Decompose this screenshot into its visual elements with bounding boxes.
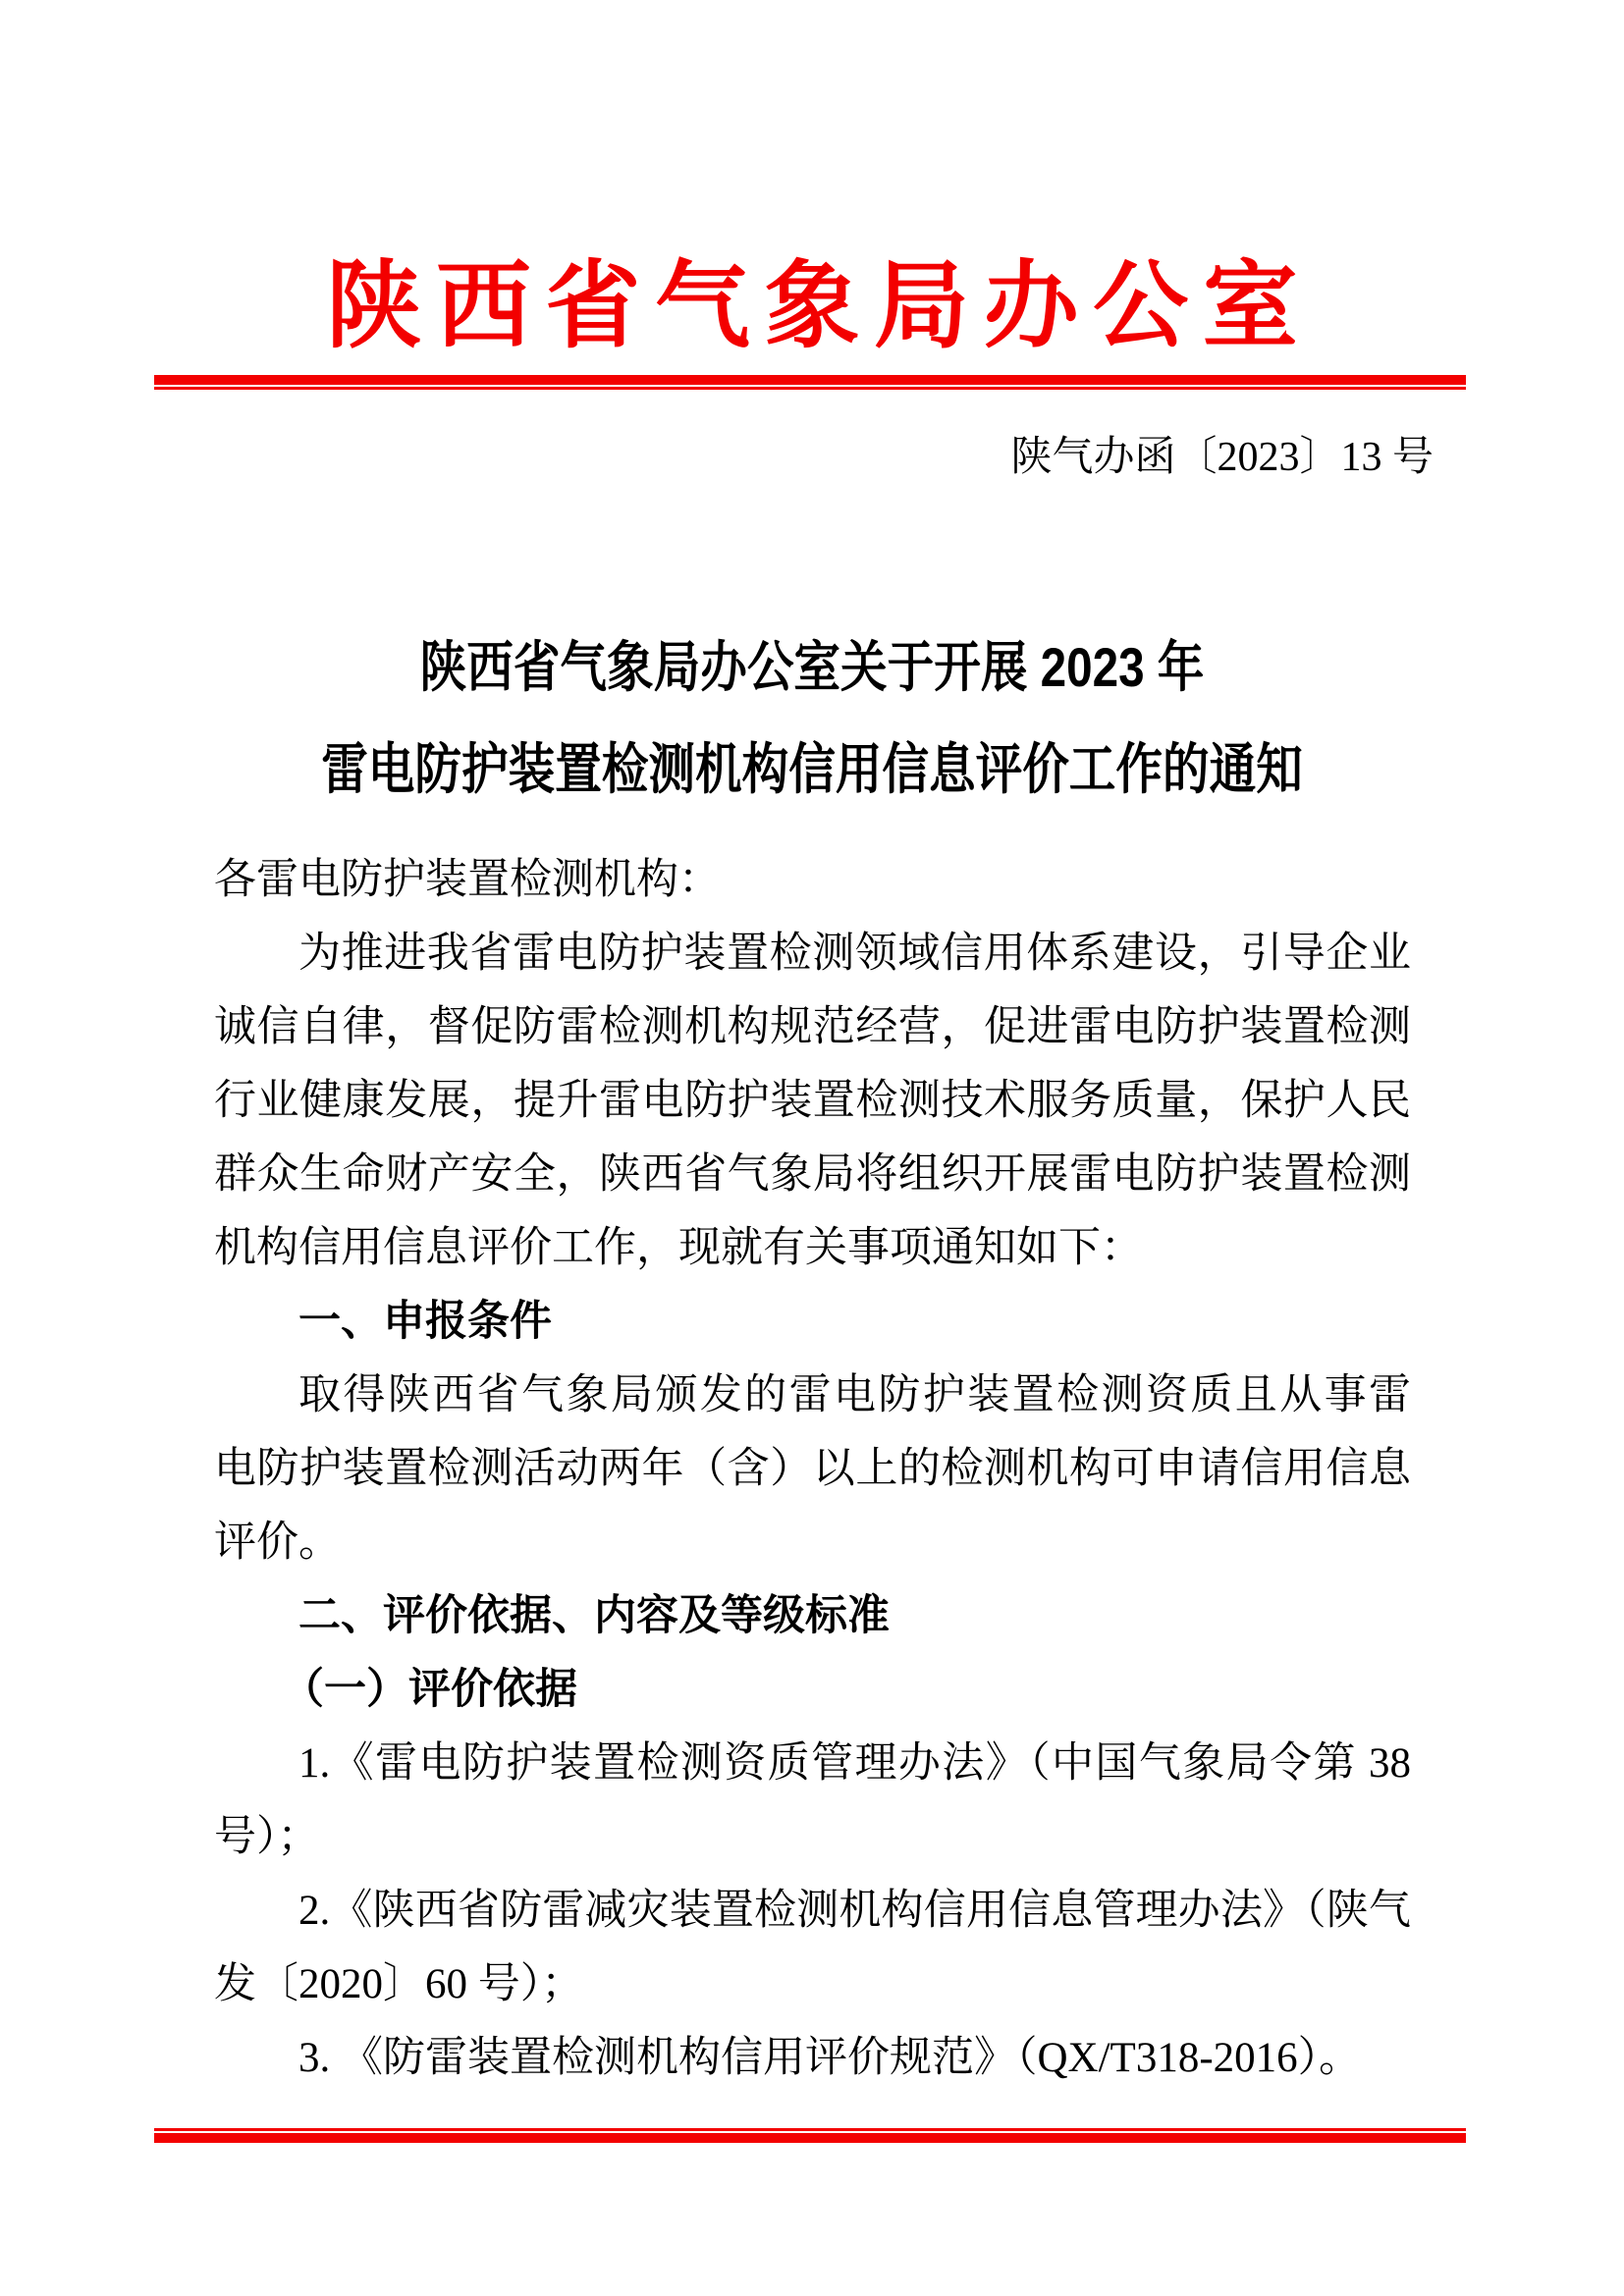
body-line-12: （一）评价依据 xyxy=(282,1667,577,1713)
body-line-8: 取得陕西省气象局颁发的雷电防护装置检测资质且从事雷 xyxy=(298,1372,1411,1418)
divider-thick-line xyxy=(154,375,1466,385)
letterhead-agency-title: 陕西省气象局办公室 xyxy=(326,254,1313,359)
body-line-11: 二、评价依据、内容及等级标准 xyxy=(298,1592,890,1639)
document-title-line1: 陕西省气象局办公室关于开展 2023 年 xyxy=(419,636,1205,698)
body-line-1: 各雷电防护装置检测机构： xyxy=(214,857,721,903)
document-body xyxy=(214,843,1411,2095)
letterhead-top-divider xyxy=(154,375,1466,390)
document-title-line2: 雷电防护装置检测机构信用信息评价工作的通知 xyxy=(321,738,1303,800)
body-line-4: 行业健康发展，提升雷电防护装置检测技术服务质量，保护人民 xyxy=(214,1078,1411,1124)
body-line-7: 一、申报条件 xyxy=(298,1298,552,1345)
body-line-17: 3. 《防雷装置检测机构信用评价规范》（QX/T318-2016）。 xyxy=(298,2035,1362,2081)
body-line-6: 机构信用信息评价工作，现就有关事项通知如下： xyxy=(214,1225,1143,1271)
body-line-2: 为推进我省雷电防护装置检测领域信用体系建设，引导企业 xyxy=(298,931,1411,977)
divider-thin-line xyxy=(154,387,1466,390)
body-line-15: 2.《陕西省防雷减灾装置检测机构信用信息管理办法》（陕气 xyxy=(298,1888,1411,1934)
body-line-10: 评价。 xyxy=(214,1520,341,1566)
body-line-9: 电防护装置检测活动两年（含）以上的检测机构可申请信用信息 xyxy=(214,1446,1411,1492)
body-line-14: 号）； xyxy=(214,1814,320,1860)
body-line-3: 诚信自律，督促防雷检测机构规范经营，促进雷电防护装置检测 xyxy=(214,1004,1411,1050)
footer-divider xyxy=(154,2128,1466,2143)
body-line-5: 群众生命财产安全，陕西省气象局将组织开展雷电防护装置检测 xyxy=(214,1151,1411,1198)
body-line-16: 发〔2020〕60 号）； xyxy=(214,1961,584,2007)
document-title xyxy=(0,616,1624,821)
divider-thick-line xyxy=(154,2133,1466,2143)
document-number: 陕气办函〔2023〕13 号 xyxy=(1010,435,1434,480)
body-line-13: 1.《雷电防护装置检测资质管理办法》（中国气象局令第 38 xyxy=(298,1740,1411,1787)
